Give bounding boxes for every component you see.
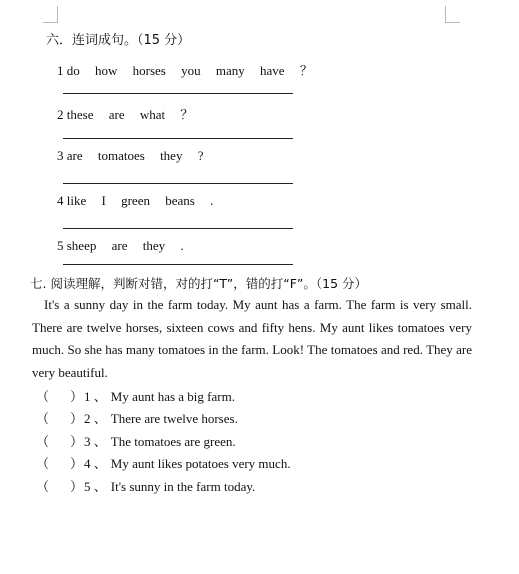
answer-line-1[interactable]: [63, 93, 293, 94]
crop-mark-top-right: [445, 6, 460, 23]
answer-paren-close: ）: [70, 389, 84, 404]
sentence-item-1: [57, 60, 313, 79]
question-number: 5 、: [84, 479, 107, 494]
question-text: The tomatoes are green.: [110, 434, 236, 449]
answer-paren-open[interactable]: （: [36, 389, 50, 404]
word: like: [66, 193, 87, 208]
judge-question-1: [36, 386, 235, 405]
item-number: 5: [57, 238, 64, 253]
word: tomatoes: [97, 148, 145, 163]
answer-paren-open[interactable]: （: [36, 456, 50, 471]
word: are: [111, 238, 128, 253]
punctuation: ？: [180, 107, 194, 122]
question-number: 1 、: [84, 389, 107, 404]
punctuation: .: [210, 193, 214, 208]
answer-paren-open[interactable]: （: [36, 479, 50, 494]
word: they: [142, 238, 166, 253]
section-7-title: 七. 阅读理解，判断对错，对的打“T”，错的打“F”。（15 分）: [30, 276, 368, 291]
word: many: [215, 63, 245, 78]
item-number: 2: [57, 107, 64, 122]
judge-question-3: [36, 431, 236, 450]
judge-question-4: [36, 453, 291, 472]
answer-paren-close: ）: [70, 434, 84, 449]
answer-line-5[interactable]: [63, 264, 293, 265]
item-number: 3: [57, 148, 64, 163]
answer-paren-open[interactable]: （: [36, 434, 50, 449]
word: horses: [132, 63, 166, 78]
punctuation: .: [180, 238, 184, 253]
punctuation: ？: [299, 63, 313, 78]
question-text: There are twelve horses.: [110, 411, 238, 426]
passage-text: It's a sunny day in the farm today. My aunt has a farm. The farm is very small. There are twelve horses, sixteen cows and fifty hens. My aunt likes tomatoes very much. So she has many tomatoes in the farm. Look! The tomatoes and red. They are very beautiful.: [32, 297, 472, 380]
word: they: [160, 148, 183, 163]
answer-line-2[interactable]: [63, 138, 293, 139]
word: green: [121, 193, 150, 208]
sentence-item-5: [57, 238, 184, 254]
word: what: [139, 107, 166, 122]
section-6-title: 六．连词成句。（15 分）: [46, 33, 191, 48]
word: I: [101, 193, 106, 208]
judge-question-5: [36, 476, 255, 495]
answer-paren-close: ）: [70, 479, 84, 494]
word: how: [95, 63, 118, 78]
sentence-item-3: [57, 148, 203, 164]
reading-passage: [32, 294, 472, 384]
question-number: 3 、: [84, 434, 107, 449]
answer-paren-close: ）: [70, 456, 84, 471]
answer-line-4[interactable]: [63, 228, 293, 229]
sentence-item-2: [57, 104, 193, 123]
answer-paren-close: ）: [70, 411, 84, 426]
item-number: 1: [57, 63, 64, 78]
word: do: [66, 63, 80, 78]
word: you: [181, 63, 201, 78]
question-text: It's sunny in the farm today.: [110, 479, 256, 494]
answer-paren-open[interactable]: （: [36, 411, 50, 426]
crop-mark-top-left: [43, 6, 58, 23]
word: sheep: [66, 238, 97, 253]
word: are: [66, 148, 83, 163]
sentence-item-4: [57, 193, 213, 209]
question-number: 4 、: [84, 456, 107, 471]
item-number: 4: [57, 193, 64, 208]
word: these: [66, 107, 94, 122]
word: have: [260, 63, 285, 78]
judge-question-2: [36, 408, 238, 427]
word: are: [108, 107, 125, 122]
question-number: 2 、: [84, 411, 107, 426]
question-text: My aunt likes potatoes very much.: [110, 456, 291, 471]
word: beans: [165, 193, 195, 208]
question-text: My aunt has a big farm.: [110, 389, 235, 404]
answer-line-3[interactable]: [63, 183, 293, 184]
punctuation: ?: [197, 148, 204, 163]
